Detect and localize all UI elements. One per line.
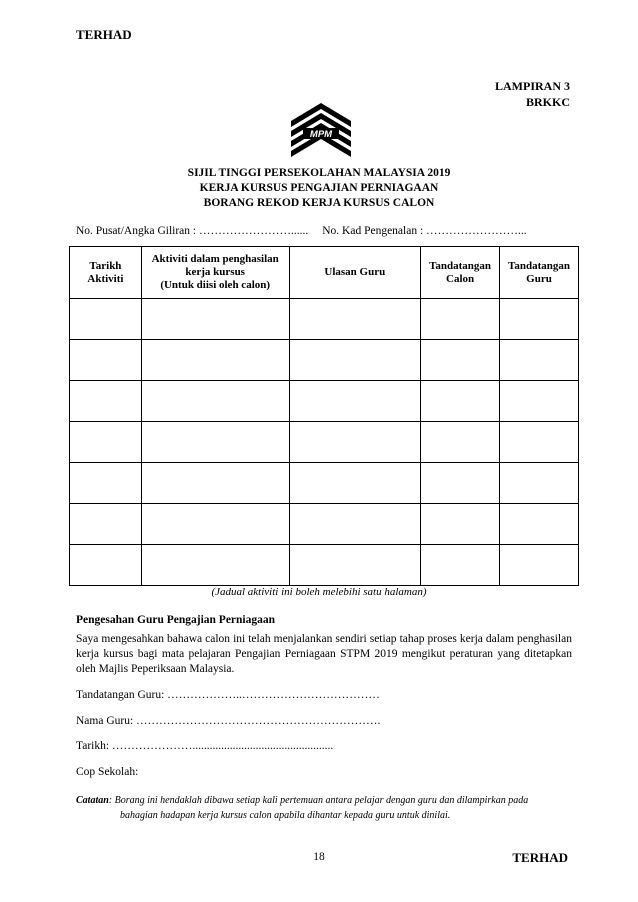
teacher-name-field: Nama Guru: ……………………………………………………….: [76, 715, 381, 727]
title-line1: SIJIL TINGGI PERSEKOLAHAN MALAYSIA 2019: [187, 167, 451, 179]
title-line2: KERJA KURSUS PENGAJIAN PERNIAGAAN: [199, 182, 439, 194]
col-header-candidate-signature: Tandatangan Calon: [421, 247, 500, 299]
table-row: [70, 299, 579, 340]
certification-text: Saya mengesahkan bahawa calon ini telah menjalankan sendiri setiap tahap proses kerja dalam penghasilan kerja kursus bagi mata pelajaran Pengajian Perniagaan STPM 2019 mengikut peraturan yang ditetapkan oleh Majlis Peperiksaan Malaysia.: [76, 633, 572, 675]
note-label: Catatan: [76, 795, 109, 806]
col-header-activity: Aktiviti dalam penghasilan kerja kursus (Untuk diisi oleh calon): [141, 247, 289, 299]
table-row: [70, 340, 579, 381]
appendix-line1: LAMPIRAN 3: [495, 79, 570, 93]
table-row: [70, 422, 579, 463]
note-text: : Borang ini hendaklah dibawa setiap kali pertemuan antara pelajar dengan guru dan dilampirkan pada: [108, 795, 529, 806]
candidate-id-line: [76, 225, 527, 237]
col-header-teacher-signature: Tandatangan Guru: [500, 247, 579, 299]
note-text-continued: bahagian hadapan kerja kursus calon apabila dihantar kepada guru untuk dinilai.: [120, 810, 451, 821]
date-field: Tarikh: ………………….................................................: [76, 740, 334, 752]
col-header-teacher-comment: Ulasan Guru: [289, 247, 421, 299]
certification-heading: Pengesahan Guru Pengajian Perniagaan: [76, 614, 276, 626]
col-header-date: Tarikh Aktiviti: [70, 247, 142, 299]
activity-record-table: [69, 246, 579, 586]
form-titles: [0, 166, 638, 211]
appendix-line2: BRKKC: [525, 95, 570, 109]
title-line3: BORANG REKOD KERJA KURSUS CALON: [203, 197, 435, 209]
ic-number-field: No. Kad Pengenalan : ……………………...: [322, 225, 527, 237]
page-number: 18: [313, 851, 325, 863]
table-row: [70, 545, 579, 586]
header-classification: TERHAD: [76, 27, 132, 42]
table-row: [70, 381, 579, 422]
table-row: [70, 504, 579, 545]
mpm-logo: [289, 101, 353, 161]
logo-text: MPM: [309, 129, 333, 140]
table-header-row: [70, 247, 579, 299]
centre-number-field: No. Pusat/Angka Giliran : ……………………......: [76, 225, 309, 237]
school-stamp-field: Cop Sekolah:: [76, 766, 139, 778]
table-note: (Jadual aktiviti ini boleh melebihi satu halaman): [211, 586, 427, 598]
form-note: [76, 793, 572, 823]
appendix-label: [495, 78, 570, 110]
footer-classification: TERHAD: [512, 850, 568, 865]
teacher-signature-field: Tandatangan Guru: ………………..………………………………: [76, 689, 380, 701]
table-row: [70, 463, 579, 504]
